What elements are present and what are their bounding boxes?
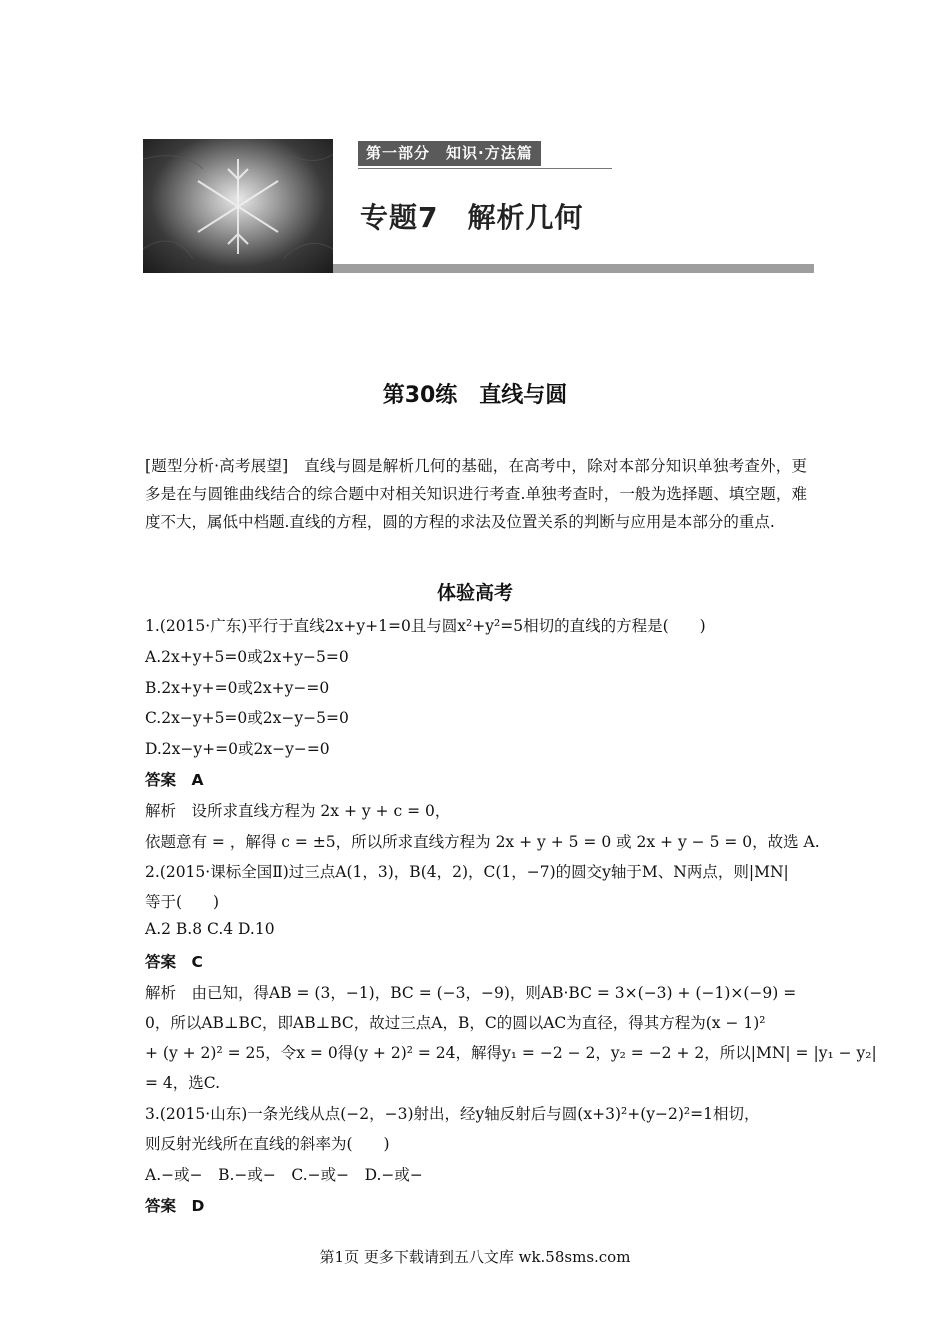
option-line: D.2x−y+=0或2x−y−=0 bbox=[145, 740, 330, 758]
option-line: A.−或− B.−或− C.−或− D.−或− bbox=[145, 1166, 423, 1184]
question-3-cont: 则反射光线所在直线的斜率为( ) bbox=[145, 1135, 390, 1153]
answer-line: 答案 D bbox=[145, 1197, 205, 1215]
page-footer: 第1页 更多下载请到五八文库 wk.58sms.com bbox=[319, 1248, 631, 1266]
banner-rule bbox=[358, 168, 612, 169]
solution-line: 解析 设所求直线方程为 2x + y + c = 0， bbox=[145, 802, 451, 820]
topic-title: 专题7 解析几何 bbox=[360, 201, 584, 234]
solution-line: + (y + 2)² = 25，令x = 0得(y + 2)² = 24，解得y₁ = −2 − 2，y₂ = −2 + 2，所以|MN| = |y₁ − y₂| bbox=[145, 1044, 877, 1062]
option-line: A.2 B.8 C.4 D.10 bbox=[145, 920, 275, 938]
solution-line: 0，所以AB⊥BC，即AB⊥BC，故过三点A，B，C的圆以AC为直径，得其方程为(x − 1)² bbox=[145, 1014, 766, 1032]
question-1: 1.(2015·广东)平行于直线2x+y+1=0且与圆x²+y²=5相切的直线的方程是( ) bbox=[145, 617, 706, 635]
intro-paragraph: [题型分析·高考展望] 直线与圆是解析几何的基础，在高考中，除对本部分知识单独考查外，更多是在与圆锥曲线结合的综合题中对相关知识进行考查.单独考查时，一般为选择题、填空题，难度不大，属低中档题.直线的方程，圆的方程的求法及位置关系的判断与应用是本部分的重点. bbox=[145, 457, 807, 531]
snowflake-photo bbox=[143, 139, 333, 273]
question-2: 2.(2015·课标全国Ⅱ)过三点A(1，3)，B(4，2)，C(1，−7)的圆交y轴于M、N两点，则|MN| bbox=[145, 863, 789, 881]
answer-line: 答案 C bbox=[145, 953, 203, 971]
banner-bar bbox=[333, 264, 814, 273]
part-tag: 第一部分 知识·方法篇 bbox=[358, 141, 541, 166]
solution-line: = 4，选C. bbox=[145, 1074, 221, 1092]
question-2-cont: 等于( ) bbox=[145, 893, 220, 911]
option-line: C.2x−y+5=0或2x−y−5=0 bbox=[145, 709, 349, 727]
option-line: A.2x+y+5=0或2x+y−5=0 bbox=[145, 648, 349, 666]
solution-line: 解析 由已知，得AB = (3，−1)，BC = (−3，−9)，则AB·BC = 3×(−3) + (−1)×(−9) = bbox=[145, 984, 797, 1002]
solution-line: 依题意有 = ，解得 c = ±5，所以所求直线方程为 2x + y + 5 = 0 或 2x + y − 5 = 0，故选 A. bbox=[145, 833, 820, 851]
lesson-title: 第30练 直线与圆 bbox=[382, 383, 568, 408]
question-3: 3.(2015·山东)一条光线从点(−2，−3)射出，经y轴反射后与圆(x+3)²+(y−2)²=1相切， bbox=[145, 1105, 760, 1123]
section-heading: 体验高考 bbox=[436, 582, 513, 604]
option-line: B.2x+y+=0或2x+y−=0 bbox=[145, 679, 330, 697]
answer-line: 答案 A bbox=[145, 771, 204, 789]
